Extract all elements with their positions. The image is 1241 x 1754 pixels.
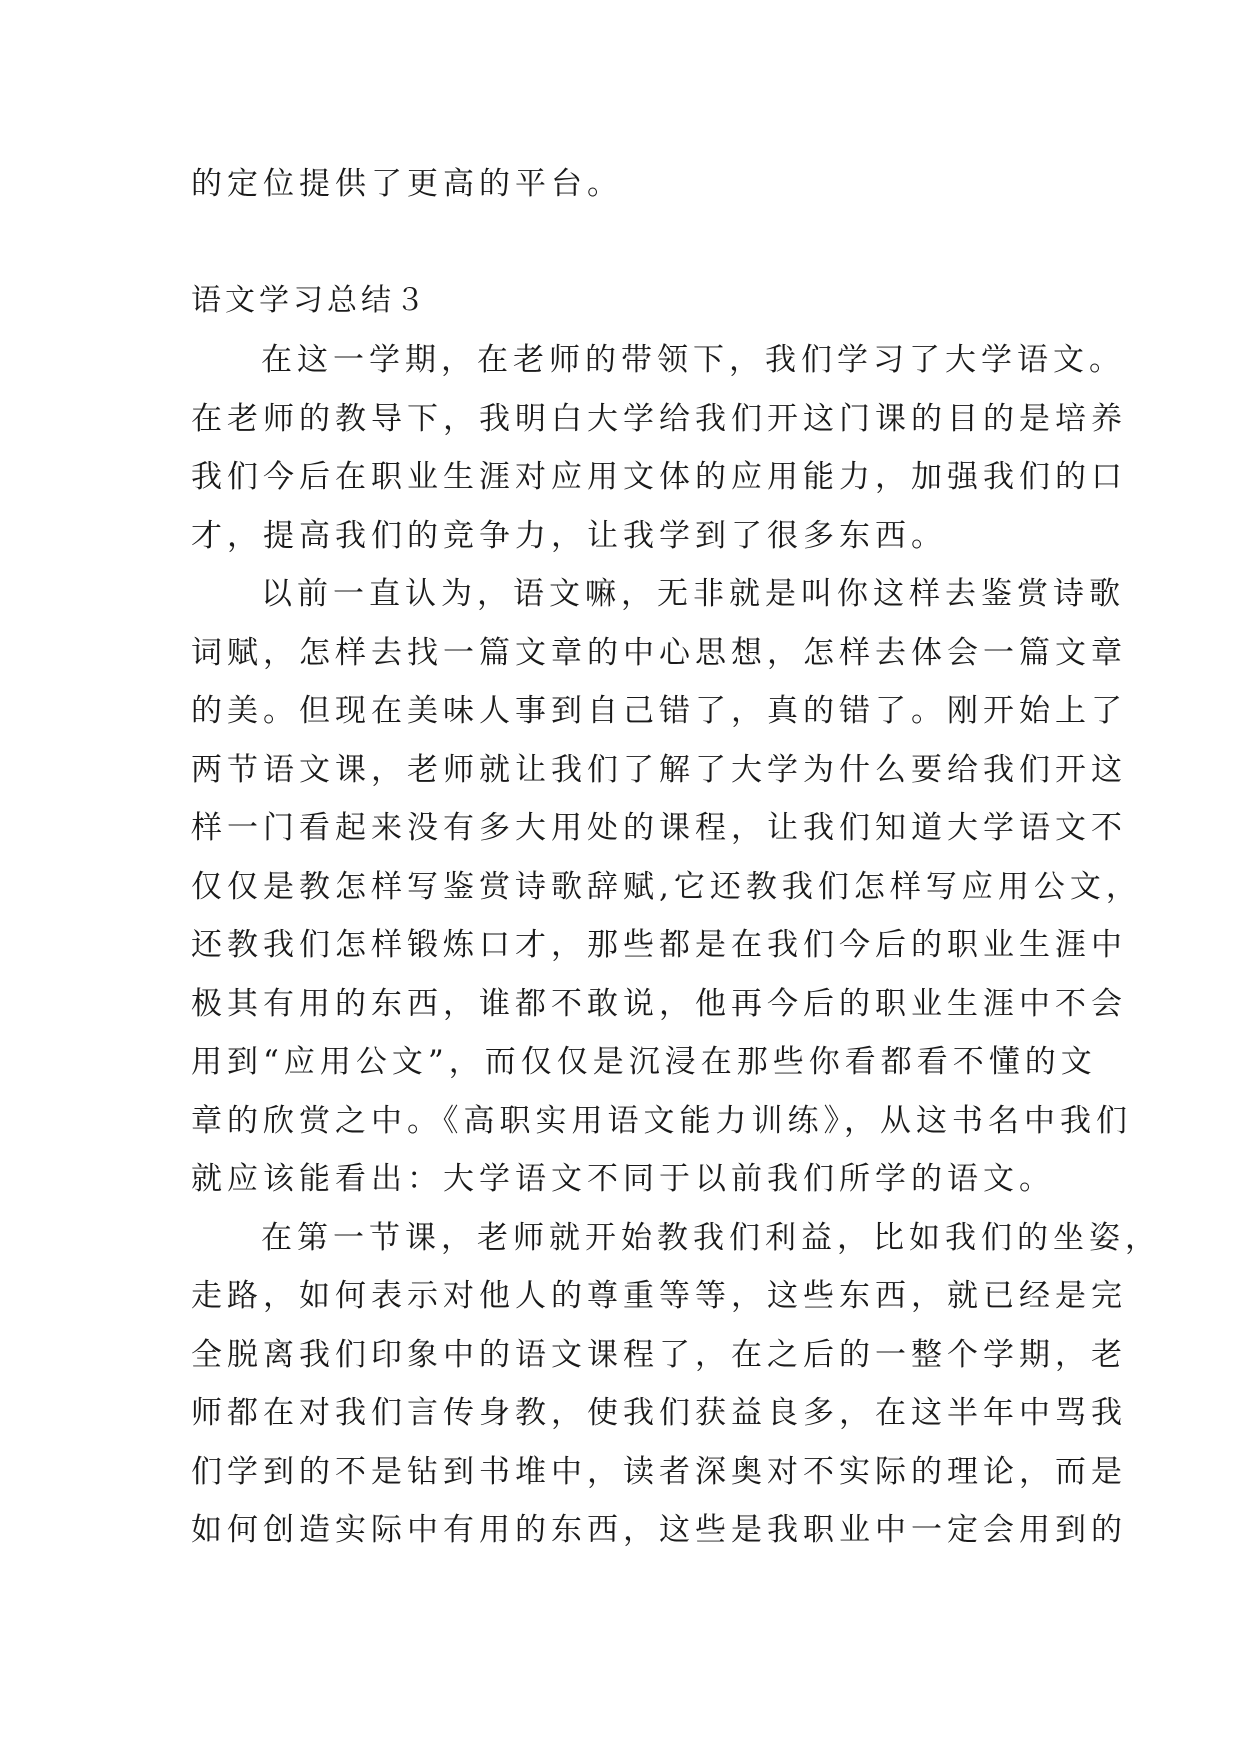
paragraph-2-line-11: 就应该能看出：大学语文不同于以前我们所学的语文。 (191, 1161, 1055, 1197)
paragraph-2-line-3: 的美。但现在美味人事到自己错了，真的错了。刚开始上了 (191, 693, 1127, 729)
paragraph-2-line-5: 样一门看起来没有多大用处的课程，让我们知道大学语文不 (191, 810, 1127, 846)
section-heading (191, 272, 1051, 331)
paragraph-2-line-1: 以前一直认为，语文嘛，无非就是叫你这样去鉴赏诗歌 (261, 576, 1125, 612)
body-text (191, 331, 1161, 1560)
section-title: 语文学习总结３ (191, 283, 429, 318)
continuation-text (191, 155, 1051, 214)
paragraph-3-line-1: 在第一节课，老师就开始教我们利益，比如我们的坐姿， (261, 1219, 1161, 1256)
paragraph-3-line-2: 走路，如何表示对他人的尊重等等，这些东西，就已经是完 (191, 1278, 1127, 1314)
paragraph-3-line-4: 师都在对我们言传身教，使我们获益良多，在这半年中骂我 (191, 1395, 1127, 1431)
paragraph-2-line-8: 极其有用的东西，谁都不敢说，他再今后的职业生涯中不会 (191, 985, 1127, 1022)
paragraph-1-line-4: 才，提高我们的竞争力，让我学到了很多东西。 (191, 517, 947, 554)
text-line: 的定位提供了更高的平台。 (191, 166, 623, 202)
paragraph-3-line-5: 们学到的不是钻到书堆中，读者深奥对不实际的理论，而是 (191, 1453, 1127, 1490)
paragraph-2-line-2: 词赋，怎样去找一篇文章的中心思想，怎样去体会一篇文章 (191, 634, 1127, 671)
paragraph-1-line-2: 在老师的教导下，我明白大学给我们开这门课的目的是培养 (191, 400, 1127, 437)
paragraph-2-line-9: 用到“应用公文”，而仅仅是沉浸在那些你看都看不懂的文 (191, 1044, 1097, 1080)
paragraph-2-line-4: 两节语文课，老师就让我们了解了大学为什么要给我们开这 (191, 751, 1127, 788)
paragraph-3-line-6: 如何创造实际中有用的东西，这些是我职业中一定会用到的 (191, 1512, 1127, 1548)
paragraph-3-line-3: 全脱离我们印象中的语文课程了，在之后的一整个学期，老 (191, 1336, 1127, 1373)
paragraph-1-line-3: 我们今后在职业生涯对应用文体的应用能力，加强我们的口 (191, 459, 1127, 495)
paragraph-2-line-7: 还教我们怎样锻炼口才，那些都是在我们今后的职业生涯中 (191, 927, 1127, 963)
paragraph-2-line-10: 章的欣赏之中。《高职实用语文能力训练》，从这书名中我们 (191, 1102, 1132, 1139)
paragraph-1-line-1: 在这一学期，在老师的带领下，我们学习了大学语文。 (261, 342, 1125, 378)
paragraph-2-line-6: 仅仅是教怎样写鉴赏诗歌辞赋,它还教我们怎样写应用公文， (191, 868, 1142, 905)
